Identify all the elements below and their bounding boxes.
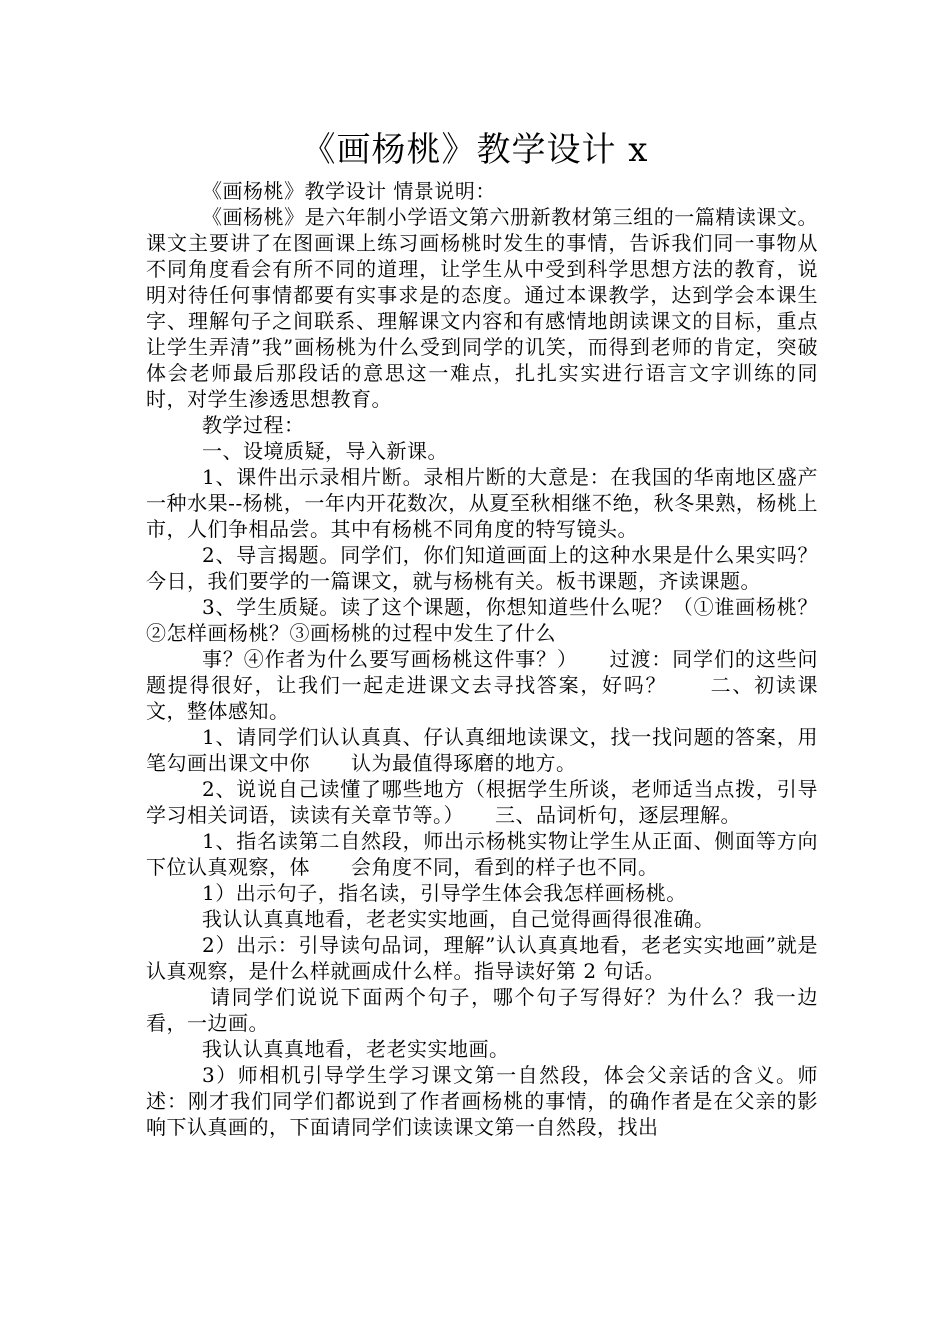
paragraph-compare: 请同学们说说下面两个句子，哪个句子写得好？为什么？我一边看，一边画。 <box>146 985 818 1035</box>
paragraph-intro: 《画杨桃》是六年制小学语文第六册新教材第三组的一篇精读课文。课文主要讲了在图画课上练习画杨桃时发生的事情，告诉我们同一事物从不同角度看会有所不同的道理，让学生从中受到科学思想方法的教育，说明对待任何事情都要有实事求是的态度。通过本课教学，达到学会本课生字、理解句子之间联系、理解课文内容和有感情地朗读课文的目标，重点让学生弄清”我”画杨桃为什么受到同学的讥笑，而得到老师的肯定，突破体会老师最后那段话的意思这一难点，扎扎实实进行语言文字训练的同时，对学生渗透思想教育。 <box>146 205 818 411</box>
paragraph-1-3-continued: 事？④作者为什么要写画杨桃这件事？） 过渡：同学们的这些问题提得很好，让我们一起走进课文去寻找答案，好吗？ 二、初读课文，整体感知。 <box>146 647 818 723</box>
paragraph-2-1: 1、请同学们认认真真、仔认真细地读课文，找一找问题的答案，用笔勾画出课文中你 认为最值得琢磨的地方。 <box>146 725 818 775</box>
paragraph-3-1-1: 1）出示句子，指名读，引导学生体会我怎样画杨桃。 <box>202 881 687 905</box>
paragraph-3-1: 1、指名读第二自然段，师出示杨桃实物让学生从正面、侧面等方向下位认真观察，体 会角度不同，看到的样子也不同。 <box>146 829 818 879</box>
paragraph-3-1-2: 2）出示：引导读句品词，理解”认认真真地看，老老实实地画”就是 认真观察，是什么样就画成什么样。指导读好第 2 句话。 <box>146 933 859 983</box>
paragraph-process-heading: 教学过程： <box>202 413 305 437</box>
document-body <box>146 178 859 1140</box>
paragraph-1-2: 2、导言揭题。同学们，你们知道画面上的这种水果是什么果实吗？今日，我们要学的一篇课文，就与杨桃有关。板书课题，齐读课题。 <box>146 543 818 593</box>
paragraph-1-1: 1、课件出示录相片断。录相片断的大意是：在我国的华南地区盛产一种水果--杨桃，一年内开花数次，从夏至秋相继不绝，秋冬果熟，杨桃上市，人们争相品尝。其中有杨桃不同角度的特写镜头。 <box>146 465 818 541</box>
paragraph-compare-sentence: 我认认真真地看，老老实实地画。 <box>202 1037 510 1061</box>
paragraph-example-sentence: 我认认真真地看，老老实实地画，自己觉得画得很准确。 <box>202 907 715 931</box>
paragraph-1-3: 3、学生质疑。读了这个课题，你想知道些什么呢？（①谁画杨桃？②怎样画杨桃？③画杨桃的过程中发生了什么 <box>146 595 818 645</box>
paragraph-section-1: 一、设境质疑，导入新课。 <box>202 439 448 463</box>
paragraph-2-2: 2、说说自己读懂了哪些地方（根据学生所谈，老师适当点拨，引导学习相关词语，读读有关章节等。） 三、品词析句，逐层理解。 <box>146 777 818 827</box>
paragraph-3-1-3: 3）师相机引导学生学习课文第一自然段，体会父亲话的含义。师述：刚才我们同学们都说到了作者画杨桃的事情，的确作者是在父亲的影响下认真画的，下面请同学们读读课文第一自然段，找出 <box>146 1063 818 1139</box>
document-title: 《画杨桃》教学设计 x <box>301 130 649 170</box>
paragraph-intro-heading: 《画杨桃》教学设计 情景说明： <box>202 179 496 203</box>
